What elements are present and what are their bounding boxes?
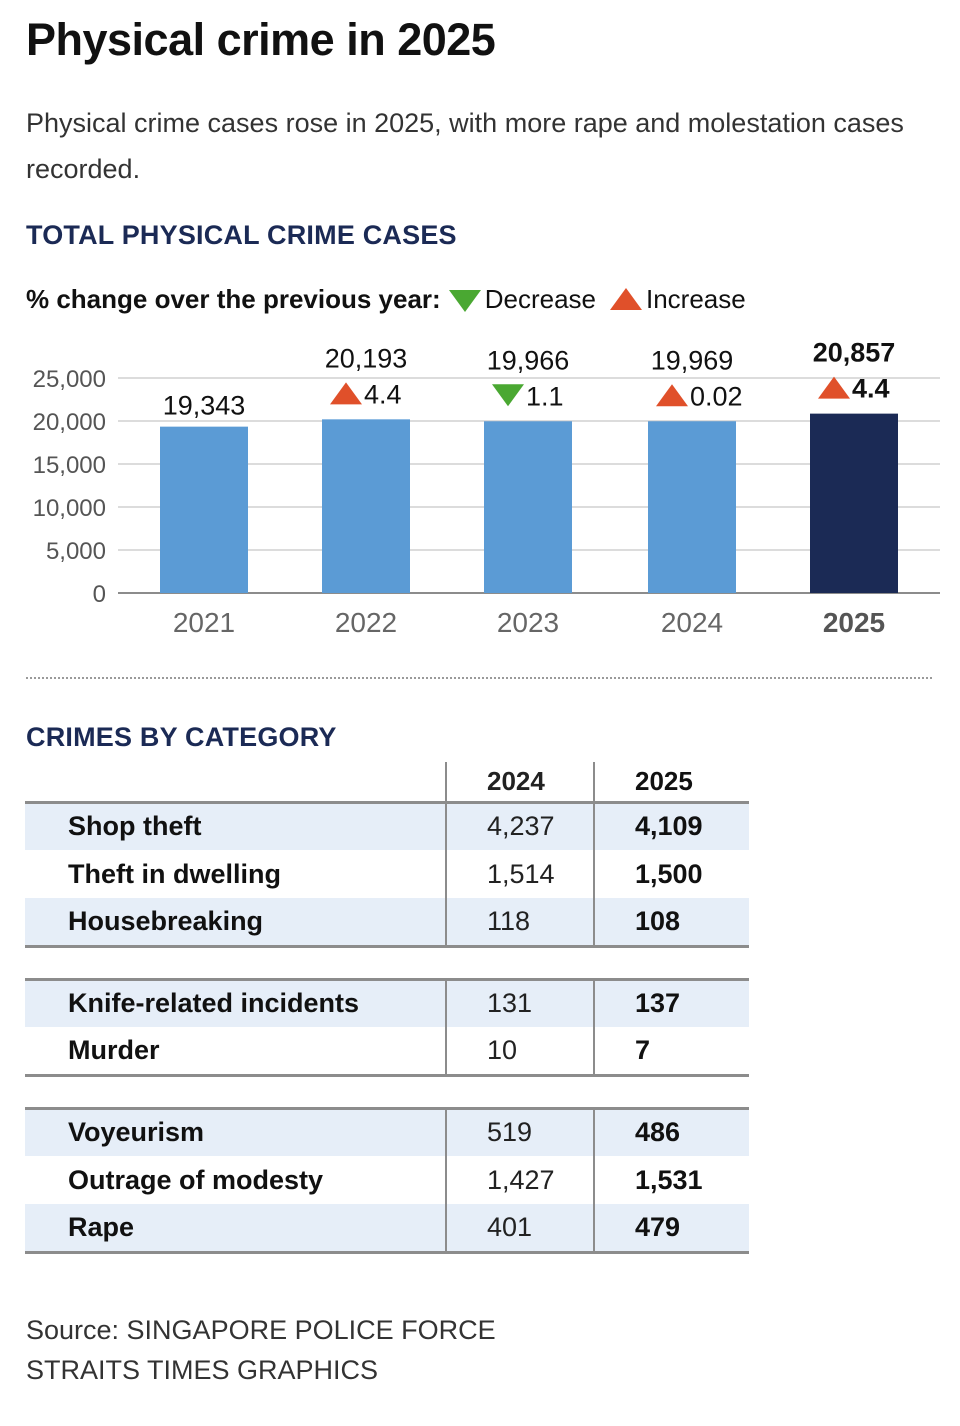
data-label: 19,343 [162,390,246,421]
category-name: Murder [25,1027,446,1075]
y-tick-label: 0 [92,581,106,608]
value-2025: 1,500 [594,850,749,898]
decrease-triangle-icon [449,288,481,312]
source-line-2: STRAITS TIMES GRAPHICS [26,1355,379,1385]
table-row [25,979,749,1027]
decrease-triangle-icon [492,384,524,406]
category-name: Rape [25,1204,446,1252]
data-label: 19,969 [650,345,734,376]
value-2024: 401 [446,1204,594,1252]
pct-change-label: 4.4 [364,379,402,410]
table-group-gap [25,1075,749,1108]
table-row [25,850,749,898]
table-row [25,898,749,946]
y-tick-label: 25,000 [32,366,106,393]
y-tick-label: 15,000 [32,452,106,479]
value-2025: 486 [594,1108,749,1156]
bar-2024 [648,421,736,593]
category-name: Housebreaking [25,898,446,946]
category-name: Voyeurism [25,1108,446,1156]
value-2024: 1,514 [446,850,594,898]
value-2024: 519 [446,1108,594,1156]
x-tick-label: 2025 [822,607,886,638]
page-subtitle: Physical crime cases rose in 2025, with more rape and molestation cases recorded. [26,108,904,184]
data-label: 19,966 [486,345,570,376]
table-header-category [25,762,446,802]
table-header-row [25,762,749,802]
category-name: Outrage of modesty [68,1164,324,1195]
pct-change-label: 0.02 [690,381,743,412]
x-tick-label: 2023 [496,607,560,638]
chart-legend [26,284,752,315]
bar-2021 [160,427,248,593]
category-name: Knife-related incidents [25,979,446,1027]
table-row [25,1204,749,1252]
legend-prefix: % change over the previous year: [26,284,441,314]
value-2024: 118 [446,898,594,946]
section-title-total: TOTAL PHYSICAL CRIME CASES [26,220,457,250]
table-row [25,1027,749,1075]
x-tick-label: 2022 [334,607,398,638]
table-header-2025: 2025 [594,762,749,802]
x-tick-label: 2024 [660,607,724,638]
increase-triangle-icon [610,288,642,312]
data-label: 20,857 [812,337,896,368]
table-header-2024: 2024 [446,762,594,802]
pct-change-label: 4.4 [852,373,890,404]
x-tick-label: 2021 [172,607,236,638]
page-title: Physical crime in 2025 [26,14,496,65]
increase-triangle-icon [656,384,688,406]
category-name: Theft in dwelling [68,858,281,889]
y-tick-label: 10,000 [32,495,106,522]
section-title-category: CRIMES BY CATEGORY [26,722,337,752]
table-row [25,1108,749,1156]
table-row [25,1156,749,1204]
source-line-1: Source: SINGAPORE POLICE FORCE [26,1315,496,1345]
source-note [26,1310,496,1390]
bar-2022 [322,419,410,593]
value-2025: 108 [594,898,749,946]
legend-decrease-label: Decrease [484,284,596,314]
bar-2023 [484,421,572,593]
value-2024: 10 [446,1027,594,1075]
value-2024: 4,237 [446,802,594,850]
value-2025: 1,531 [594,1156,749,1204]
legend-increase-label: Increase [646,284,746,314]
y-tick-label: 20,000 [32,409,106,436]
increase-triangle-icon [818,377,850,399]
gap-cell [25,1075,749,1108]
increase-triangle-icon [330,382,362,404]
pct-change-label: 1.1 [526,381,564,412]
value-2024: 131 [446,979,594,1027]
bar-2025 [810,414,898,593]
value-2025: 479 [594,1204,749,1252]
section-divider [26,677,932,679]
table-group-gap [25,946,749,979]
value-2025: 4,109 [594,802,749,850]
value-2025: 137 [594,979,749,1027]
y-tick-label: 5,000 [45,538,106,565]
value-2024: 1,427 [446,1156,594,1204]
value-2025: 7 [594,1027,749,1075]
category-name: Shop theft [25,802,446,850]
gap-cell [25,946,749,979]
bar-chart [0,330,960,650]
table-row [25,802,749,850]
category-table [25,762,749,1254]
data-label: 20,193 [324,343,408,374]
